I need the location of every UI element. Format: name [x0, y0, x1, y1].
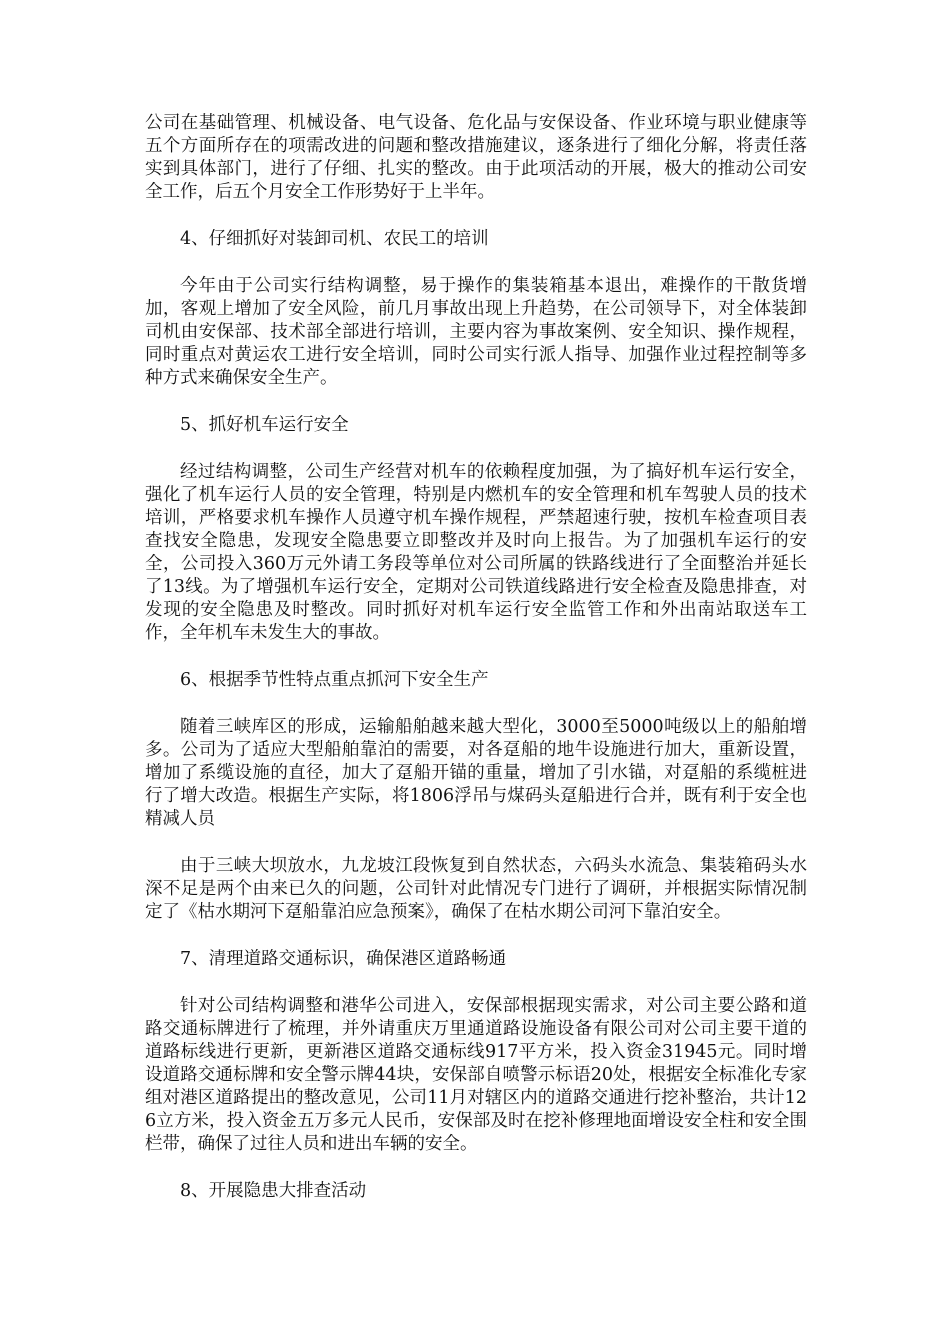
paragraph-training: 今年由于公司实行结构调整，易于操作的集装箱基本退出，难操作的干散货增加，客观上增加了安全风险，前几月事故出现上升趋势，在公司领导下，对全体装卸司机由安保部、技术部全部进行培训，主要内容为事故案例、安全知识、操作规程，同时重点对黄运农工进行安全培训，同时公司实行派人指导、加强作业过程控制等多种方式来确保安全生产。	[145, 276, 807, 388]
paragraph-low-water-plan: 由于三峡大坝放水，九龙坡江段恢复到自然状态，六码头水流急、集装箱码头水深不足是两个由来已久的问题，公司针对此情况专门进行了调研，并根据实际情况制定了《枯水期河下趸船靠泊应急预案》，确保了在枯水期公司河下靠泊安全。	[145, 856, 807, 922]
section-heading-5: 5、抓好机车运行安全	[180, 415, 349, 435]
section-heading-8: 8、开展隐患大排查活动	[180, 1181, 367, 1201]
paragraph-road-signs: 针对公司结构调整和港华公司进入，安保部根据现实需求，对公司主要公路和道路交通标牌进行了梳理，并外请重庆万里通道路设施设备有限公司对公司主要干道的道路标线进行更新，更新港区道路交通标线917平方米，投入资金31945元。同时增设道路交通标牌和安全警示牌44块，安保部自喷警示标语20处，根据安全标准化专家组对港区道路提出的整改意见，公司11月对辖区内的道路交通进行挖补整治，共计126立方米，投入资金五万多元人民币，安保部及时在挖补修理地面增设安全柱和安全围栏带，确保了过往人员和进出车辆的安全。	[145, 996, 807, 1154]
document-body	[145, 112, 807, 1227]
section-heading-6: 6、根据季节性特点重点抓河下安全生产	[180, 670, 489, 690]
section-heading-7: 7、清理道路交通标识，确保港区道路畅通	[180, 949, 507, 969]
section-heading-4: 4、仔细抓好对装卸司机、农民工的培训	[180, 229, 489, 249]
paragraph-ship-berthing: 随着三峡库区的形成，运输船舶越来越大型化，3000至5000吨级以上的船舶增多。公司为了适应大型船舶靠泊的需要，对各趸船的地牛设施进行加大，重新设置，增加了系缆设施的直径，加大了趸船开锚的重量，增加了引水锚，对趸船的系缆桩进行了增大改造。根据生产实际，将1806浮吊与煤码头趸船进行合并，既有利于安全也精减人员	[145, 717, 807, 829]
paragraph-intro: 公司在基础管理、机械设备、电气设备、危化品与安保设备、作业环境与职业健康等五个方面所存在的项需改进的问题和整改措施建议，逐条进行了细化分解，将责任落实到具体部门，进行了仔细、扎实的整改。由于此项活动的开展，极大的推动公司安全工作，后五个月安全工作形势好于上半年。	[145, 113, 807, 202]
paragraph-locomotive-safety: 经过结构调整，公司生产经营对机车的依赖程度加强，为了搞好机车运行安全，强化了机车运行人员的安全管理，特别是内燃机车的安全管理和机车驾驶人员的技术培训，严格要求机车操作人员遵守机车操作规程，严禁超速行驶，按机车检查项目表查找安全隐患，发现安全隐患要立即整改并及时向上报告。为了加强机车运行的安全，公司投入360万元外请工务段等单位对公司所属的铁路线进行了全面整治并延长了13线。为了增强机车运行安全，定期对公司铁道线路进行安全检查及隐患排查，对发现的安全隐患及时整改。同时抓好对机车运行安全监管工作和外出南站取送车工作，全年机车未发生大的事故。	[145, 462, 807, 643]
